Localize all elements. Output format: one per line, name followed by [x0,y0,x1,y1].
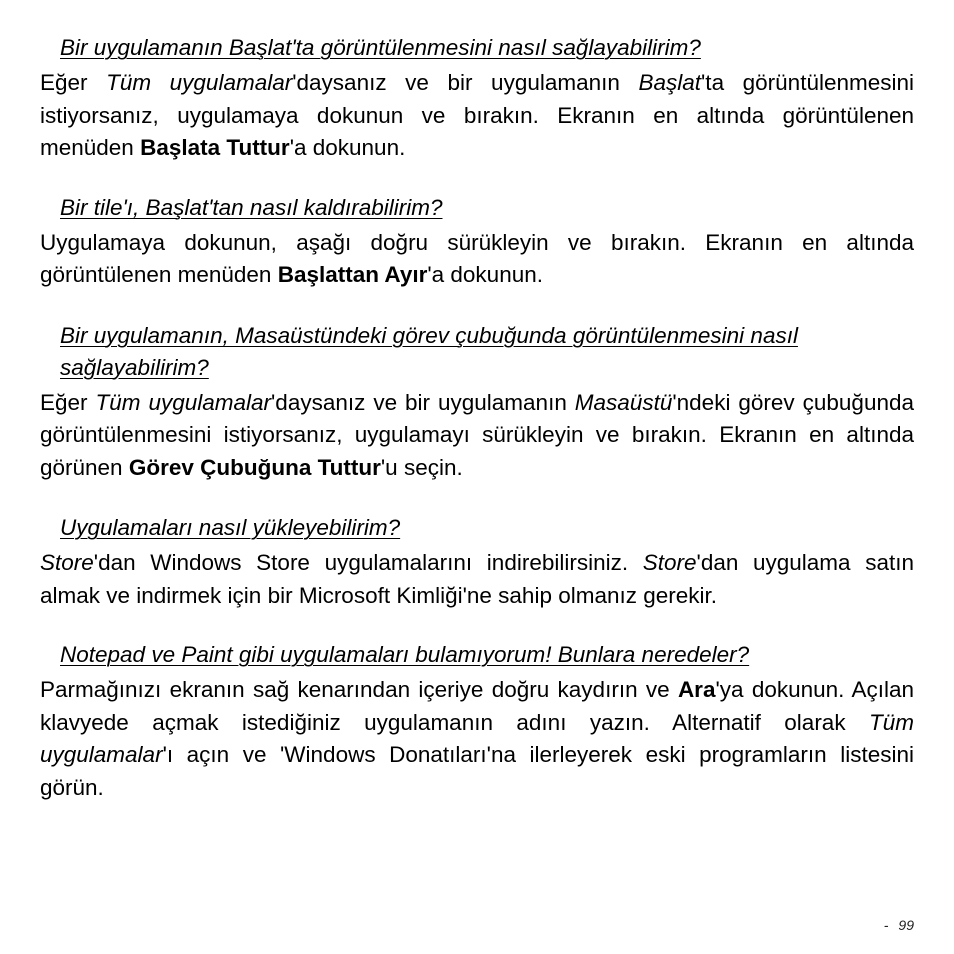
faq-heading-install-apps: Uygulamaları nasıl yükleyebilirim? [60,515,401,540]
page-footer [884,917,914,933]
bold-pin-to-start: Başlata Tuttur [140,135,290,160]
emphasis-all-apps: Tüm uygulamalar [95,389,272,415]
footer-dash: - [883,917,889,933]
emphasis-start: Başlat [638,70,702,95]
emphasis-all-apps: Tüm uygulamalar [40,709,914,767]
emphasis-desktop: Masaüstü [574,389,673,415]
faq-answer-pin-to-taskbar: Eğer Tüm uygulamalar'daysanız ve bir uygulamanın Masaüstü'ndeki görev çubuğunda görüntülenmesini istiyorsanız, uygulamayı sürükleyin ve bırakın. Ekranın en altında görünen Görev Çubuğuna Tuttur'u seçin. [40,389,914,480]
faq-answer-install-apps: Store'dan Windows Store uygulamalarını indirebilirsiniz. Store'dan uygulama satın almak ve indirmek için bir Microsoft Kimliği'ne sahip olmanız gerekir. [40,550,914,608]
faq-heading-pin-to-start: Bir uygulamanın Başlat'ta görüntülenmesini nasıl sağlayabilirim? [60,35,701,60]
page-number: 99 [898,917,914,933]
bold-pin-to-taskbar: Görev Çubuğuna Tuttur [128,454,381,480]
faq-heading-find-notepad-paint: Notepad ve Paint gibi uygulamaları bulamıyorum! Bunlara neredeler? [60,642,750,667]
emphasis-store: Store [40,550,94,575]
bold-unpin-from-start: Başlattan Ayır [277,262,428,287]
bold-search: Ara [677,677,716,702]
faq-answer-find-notepad-paint: Parmağınızı ekranın sağ kenarından içeriye doğru kaydırın ve Ara'ya dokunun. Açılan klavyede açmak istediğiniz uygulamanın adını yazın. Alternatif olarak Tüm uygulamalar'ı açın ve 'Windows Donatıları'na ilerleyerek eski programların listesini görün. [40,677,914,800]
emphasis-store: Store [642,550,697,575]
faq-answer-unpin-tile: Uygulamaya dokunun, aşağı doğru sürükleyin ve bırakın. Ekranın en altında görüntülenen menüden Başlattan Ayır'a dokunun. [40,229,914,287]
emphasis-all-apps: Tüm uygulamalar [106,70,293,95]
document-content [40,32,914,804]
faq-heading-pin-to-taskbar: Bir uygulamanın, Masaüstündeki görev çubuğunda görüntülenmesini nasıl sağlayabilirim? [60,322,798,380]
faq-answer-pin-to-start: Eğer Tüm uygulamalar'daysanız ve bir uygulamanın Başlat'ta görüntülenmesini istiyorsanız, uygulamaya dokunun ve bırakın. Ekranın en altında görüntülenen menüden Başlata Tuttur'a dokunun. [40,70,914,160]
faq-heading-unpin-tile: Bir tile'ı, Başlat'tan nasıl kaldırabilirim? [60,194,443,220]
